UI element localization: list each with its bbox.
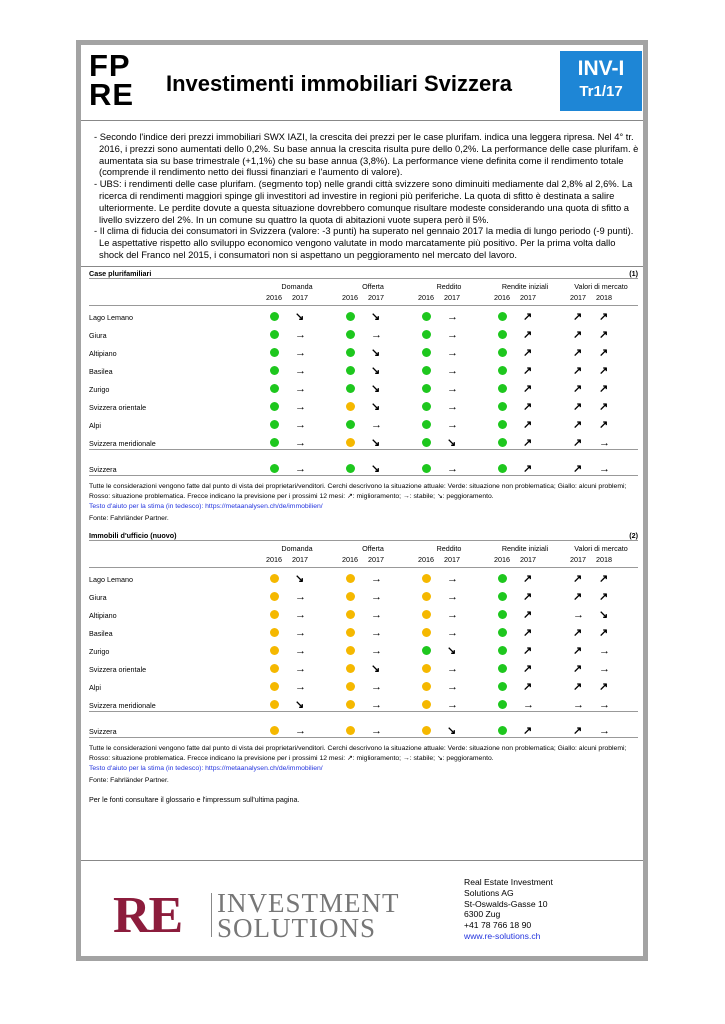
arrow-up-right-icon: ↗ (599, 329, 609, 341)
table-rule (89, 305, 638, 306)
column-group-header: Offerta (362, 544, 384, 553)
region-label: Lago Lemano (89, 313, 133, 322)
arrow-up-right-icon: ↗ (573, 401, 583, 413)
status-dot-green (498, 420, 507, 429)
footer-divider (81, 860, 643, 861)
arrow-up-right-icon: ↗ (599, 311, 609, 323)
arrow-up-right-icon: ↗ (523, 347, 533, 359)
year-header: 2017 (368, 555, 384, 564)
arrow-right-icon: → (447, 463, 458, 475)
arrow-up-right-icon: ↗ (573, 437, 583, 449)
status-dot-green (498, 610, 507, 619)
legend-note: Tutte le considerazioni vengono fatte dal punto di vista dei proprietari/venditori. Cerchi descrivono la situazione attuale: Verde: situazione non problematica; Giallo: alcuni problemi; (89, 483, 627, 490)
arrow-right-icon: → (447, 681, 458, 693)
logo-line-2: RE (89, 77, 135, 112)
logo-word-solutions: SOLUTIONS (217, 913, 377, 943)
legend-note: Tutte le considerazioni vengono fatte dal punto di vista dei proprietari/venditori. Cerchi descrivono la situazione attuale: Verde: situazione non problematica; Giallo: alcuni problemi; (89, 745, 627, 752)
arrow-up-right-icon: ↗ (599, 573, 609, 585)
year-header: 2016 (266, 293, 282, 302)
arrow-right-icon: → (295, 591, 306, 603)
arrow-right-icon: → (599, 463, 610, 475)
status-dot-yellow (346, 682, 355, 691)
arrow-right-icon: → (371, 591, 382, 603)
status-dot-green (498, 664, 507, 673)
arrow-up-right-icon: ↗ (523, 311, 533, 323)
arrow-right-icon: → (295, 645, 306, 657)
status-dot-yellow (422, 628, 431, 637)
arrow-up-right-icon: ↗ (573, 681, 583, 693)
company-address (464, 877, 553, 942)
year-header: 2016 (266, 555, 282, 564)
status-dot-green (270, 464, 279, 473)
year-header: 2017 (570, 555, 586, 564)
arrow-right-icon: → (447, 699, 458, 711)
arrow-up-right-icon: ↗ (599, 681, 609, 693)
logo-line-1: FP (89, 48, 131, 83)
table-rule (89, 278, 638, 279)
status-dot-green (422, 438, 431, 447)
status-dot-green (498, 438, 507, 447)
arrow-up-right-icon: ↗ (523, 627, 533, 639)
status-dot-green (498, 592, 507, 601)
column-group-header: Valori di mercato (574, 282, 628, 291)
region-label: Svizzera orientale (89, 403, 147, 412)
status-dot-green (498, 366, 507, 375)
arrow-up-right-icon: ↗ (573, 645, 583, 657)
status-dot-green (498, 464, 507, 473)
table-title: Case plurifamiliari (89, 269, 152, 278)
status-dot-green (422, 366, 431, 375)
status-dot-green (498, 646, 507, 655)
badge-code: INV-I (577, 57, 625, 80)
legend-note: Rosso: situazione problematica. Frecce indicano la previsione per i prossimi 12 mesi: ↗: miglioramento; →: stabile; ↘: peggioramento. (89, 755, 494, 762)
year-header: 2018 (596, 555, 612, 564)
arrow-down-right-icon: ↘ (371, 365, 381, 377)
status-dot-yellow (346, 628, 355, 637)
arrow-right-icon: → (447, 401, 458, 413)
status-dot-yellow (270, 610, 279, 619)
table-rule (89, 737, 638, 738)
status-dot-green (346, 366, 355, 375)
source-note: Fonte: Fahrländer Partner. (89, 515, 169, 522)
table-number: (2) (629, 531, 638, 540)
status-dot-green (270, 366, 279, 375)
arrow-right-icon: → (573, 699, 584, 711)
status-dot-green (498, 384, 507, 393)
arrow-right-icon: → (371, 329, 382, 341)
status-dot-yellow (346, 610, 355, 619)
status-dot-green (498, 312, 507, 321)
year-header: 2017 (444, 293, 460, 302)
arrow-down-right-icon: ↘ (371, 347, 381, 359)
arrow-right-icon: → (599, 663, 610, 675)
arrow-up-right-icon: ↗ (573, 663, 583, 675)
arrow-up-right-icon: ↗ (573, 573, 583, 585)
column-group-header: Reddito (436, 282, 462, 291)
intro-bullet: - Secondo l'indice deri prezzi immobiliari SWX IAZI, la crescita dei prezzi per le case plurifam. indica una leggera ripresa. Nel 4° tr. 2016, i prezzi sono aumentati dello 0,2%. Su base annua la crescita risulta pure dello 0,2%. La performance delle case plurifam. è aumentata sia su base trimestrale (+1,1%) che su base annua (3,8%). La performance viene definita come il rendimento totale (comprende il rendimento netto dei flussi finanziari e l'aumento di valore). (94, 131, 639, 178)
year-header: 2017 (520, 293, 536, 302)
arrow-right-icon: → (295, 401, 306, 413)
arrow-right-icon: → (295, 329, 306, 341)
status-dot-green (422, 402, 431, 411)
fpre-logo (89, 48, 149, 112)
arrow-right-icon: → (295, 437, 306, 449)
column-group-header: Reddito (436, 544, 462, 553)
status-dot-yellow (346, 438, 355, 447)
arrow-up-right-icon: ↗ (573, 627, 583, 639)
arrow-down-right-icon: ↘ (371, 663, 381, 675)
arrow-up-right-icon: ↗ (573, 725, 583, 737)
status-dot-yellow (346, 592, 355, 601)
arrow-down-right-icon: ↘ (447, 645, 457, 657)
logo-re-mark: RE (113, 887, 182, 944)
arrow-up-right-icon: ↗ (523, 663, 533, 675)
column-group-header: Domanda (281, 544, 313, 553)
status-dot-green (270, 348, 279, 357)
arrow-right-icon: → (371, 609, 382, 621)
arrow-up-right-icon: ↗ (573, 311, 583, 323)
status-dot-green (346, 312, 355, 321)
status-dot-green (346, 464, 355, 473)
year-header: 2016 (494, 555, 510, 564)
year-header: 2017 (570, 293, 586, 302)
status-dot-green (270, 438, 279, 447)
status-dot-green (498, 682, 507, 691)
status-dot-yellow (270, 646, 279, 655)
status-dot-green (422, 330, 431, 339)
region-label: Altipiano (89, 349, 117, 358)
page-frame (76, 40, 648, 961)
status-dot-green (498, 628, 507, 637)
year-header: 2017 (520, 555, 536, 564)
arrow-right-icon: → (447, 609, 458, 621)
arrow-up-right-icon: ↗ (523, 365, 533, 377)
status-dot-yellow (270, 700, 279, 709)
status-dot-yellow (346, 402, 355, 411)
arrow-up-right-icon: ↗ (599, 591, 609, 603)
status-dot-yellow (270, 664, 279, 673)
arrow-right-icon: → (295, 365, 306, 377)
arrow-up-right-icon: ↗ (573, 591, 583, 603)
intro-divider (81, 266, 643, 267)
arrow-up-right-icon: ↗ (599, 627, 609, 639)
arrow-right-icon: → (447, 311, 458, 323)
table-rule (89, 449, 638, 450)
status-dot-yellow (346, 726, 355, 735)
arrow-up-right-icon: ↗ (573, 347, 583, 359)
region-label: Zurigo (89, 385, 110, 394)
region-label: Basilea (89, 629, 113, 638)
help-text-link[interactable]: Testo d'aiuto per la stima (in tedesco): https://metaanalysen.ch/de/immobilien/ (89, 765, 323, 772)
year-header: 2016 (418, 555, 434, 564)
status-dot-green (270, 420, 279, 429)
arrow-right-icon: → (371, 627, 382, 639)
column-group-header: Domanda (281, 282, 313, 291)
re-investment-solutions-logo (113, 888, 413, 943)
closing-note: Per le fonti consultare il glossario e l'impressum sull'ultima pagina. (89, 795, 300, 804)
year-header: 2016 (494, 293, 510, 302)
arrow-down-right-icon: ↘ (371, 383, 381, 395)
report-badge (560, 51, 642, 111)
address-line: +41 78 766 18 90 (464, 920, 532, 931)
arrow-up-right-icon: ↗ (599, 365, 609, 377)
region-label: Svizzera meridionale (89, 439, 156, 448)
arrow-up-right-icon: ↗ (573, 419, 583, 431)
arrow-up-right-icon: ↗ (599, 383, 609, 395)
status-dot-yellow (422, 700, 431, 709)
region-label: Basilea (89, 367, 113, 376)
arrow-up-right-icon: ↗ (573, 365, 583, 377)
status-dot-yellow (422, 574, 431, 583)
status-dot-green (498, 402, 507, 411)
year-header: 2018 (596, 293, 612, 302)
region-label: Giura (89, 593, 107, 602)
arrow-right-icon: → (599, 699, 610, 711)
help-text-link[interactable]: Testo d'aiuto per la stima (in tedesco): https://metaanalysen.ch/de/immobilien/ (89, 503, 323, 510)
intro-bullet: - UBS: i rendimenti delle case plurifam. (segmento top) nelle grandi città svizzere sono diminuiti mediamente dal 2,8% al 2,6%. La ricerca di rendimenti maggiori spinge gli investitori ad investire in regioni più periferiche. La quota di sfitto è destinata a salire ulteriormente. Le perdite dovute a questa situazione dovrebbero comunque risultare modeste considerando una quota di sfitto a livello svizzero del 2%. In un comune su quattro la quota di abitazioni vuote supera però il 5%. (94, 178, 633, 225)
arrow-right-icon: → (371, 725, 382, 737)
intro-text (89, 131, 639, 261)
status-dot-yellow (422, 726, 431, 735)
arrow-up-right-icon: ↗ (523, 437, 533, 449)
status-dot-green (270, 330, 279, 339)
status-dot-green (422, 420, 431, 429)
column-group-header: Valori di mercato (574, 544, 628, 553)
arrow-up-right-icon: ↗ (599, 347, 609, 359)
status-dot-green (270, 402, 279, 411)
arrow-up-right-icon: ↗ (523, 401, 533, 413)
region-label: Altipiano (89, 611, 117, 620)
arrow-up-right-icon: ↗ (523, 681, 533, 693)
arrow-right-icon: → (573, 609, 584, 621)
arrow-down-right-icon: ↘ (295, 573, 305, 585)
arrow-right-icon: → (447, 329, 458, 341)
status-dot-yellow (270, 628, 279, 637)
arrow-up-right-icon: ↗ (573, 463, 583, 475)
region-label: Svizzera (89, 465, 117, 474)
status-dot-green (270, 312, 279, 321)
region-label: Svizzera (89, 727, 117, 736)
region-label: Svizzera meridionale (89, 701, 156, 710)
region-label: Lago Lemano (89, 575, 133, 584)
status-dot-green (498, 700, 507, 709)
arrow-right-icon: → (447, 573, 458, 585)
status-dot-green (422, 464, 431, 473)
logo-separator (211, 893, 212, 937)
arrow-right-icon: → (599, 725, 610, 737)
address-line: Real Estate Investment (464, 877, 553, 887)
table-title: Immobili d'ufficio (nuovo) (89, 531, 177, 540)
arrow-up-right-icon: ↗ (523, 419, 533, 431)
year-header: 2016 (342, 293, 358, 302)
arrow-right-icon: → (295, 419, 306, 431)
arrow-right-icon: → (295, 609, 306, 621)
arrow-right-icon: → (295, 627, 306, 639)
status-dot-yellow (422, 664, 431, 673)
arrow-right-icon: → (599, 437, 610, 449)
region-label: Alpi (89, 683, 101, 692)
table-rule (89, 567, 638, 568)
address-line: 6300 Zug (464, 909, 501, 920)
status-dot-yellow (270, 574, 279, 583)
year-header: 2016 (418, 293, 434, 302)
year-header: 2016 (342, 555, 358, 564)
status-dot-green (498, 726, 507, 735)
arrow-down-right-icon: ↘ (371, 311, 381, 323)
status-dot-green (346, 348, 355, 357)
arrow-up-right-icon: ↗ (573, 383, 583, 395)
arrow-right-icon: → (295, 347, 306, 359)
status-dot-green (422, 348, 431, 357)
status-dot-yellow (422, 682, 431, 691)
arrow-up-right-icon: ↗ (523, 591, 533, 603)
status-dot-yellow (346, 700, 355, 709)
arrow-right-icon: → (447, 663, 458, 675)
status-dot-green (498, 330, 507, 339)
table-rule (89, 540, 638, 541)
arrow-down-right-icon: ↘ (295, 699, 305, 711)
region-label: Alpi (89, 421, 101, 430)
status-dot-yellow (346, 574, 355, 583)
region-label: Zurigo (89, 647, 110, 656)
address-line: Solutions AG (464, 887, 514, 898)
arrow-right-icon: → (371, 681, 382, 693)
arrow-right-icon: → (447, 365, 458, 377)
year-header: 2017 (292, 293, 308, 302)
arrow-right-icon: → (447, 591, 458, 603)
address-line: St-Oswalds-Gasse 10 (464, 898, 548, 909)
arrow-up-right-icon: ↗ (523, 573, 533, 585)
arrow-up-right-icon: ↗ (523, 609, 533, 621)
arrow-right-icon: → (523, 699, 534, 711)
arrow-right-icon: → (447, 627, 458, 639)
arrow-right-icon: → (447, 383, 458, 395)
arrow-down-right-icon: ↘ (599, 609, 609, 621)
arrow-right-icon: → (295, 725, 306, 737)
arrow-down-right-icon: ↘ (371, 463, 381, 475)
status-dot-green (422, 312, 431, 321)
arrow-up-right-icon: ↗ (523, 463, 533, 475)
arrow-up-right-icon: ↗ (573, 329, 583, 341)
status-dot-yellow (346, 664, 355, 673)
arrow-up-right-icon: ↗ (523, 329, 533, 341)
year-header: 2017 (292, 555, 308, 564)
year-header: 2017 (444, 555, 460, 564)
status-dot-green (498, 348, 507, 357)
assessment-table (89, 269, 638, 522)
status-dot-green (346, 384, 355, 393)
status-dot-green (270, 384, 279, 393)
status-dot-yellow (270, 592, 279, 601)
status-dot-yellow (270, 682, 279, 691)
logo-word-investment: INVESTMENT (217, 888, 400, 918)
legend-note: Rosso: situazione problematica. Frecce indicano la previsione per i prossimi 12 mesi: ↗: miglioramento; →: stabile; ↘: peggioramento. (89, 493, 494, 500)
table-number: (1) (629, 269, 638, 278)
assessment-table (89, 531, 638, 784)
table-rule (89, 711, 638, 712)
arrow-right-icon: → (295, 663, 306, 675)
arrow-down-right-icon: ↘ (295, 311, 305, 323)
arrow-down-right-icon: ↘ (447, 437, 457, 449)
website-link[interactable]: www.re-solutions.ch (464, 930, 541, 941)
status-dot-yellow (346, 646, 355, 655)
status-dot-green (498, 574, 507, 583)
region-label: Svizzera orientale (89, 665, 147, 674)
status-dot-yellow (422, 610, 431, 619)
status-dot-green (422, 384, 431, 393)
intro-bullet: - Il clima di fiducia dei consumatori in Svizzera (valore: -3 punti) ha superato nel gennaio 2017 la media di lungo periodo (-9 punti). Le aspettative rispetto allo sviluppo economico vengono valutate in modo marcatamente più positivo. Per la prima volta dallo shock del Franco nel 2015, i consumatori non si aspettano un peggioramento nel mercato del lavoro. (94, 225, 634, 260)
badge-period: Tr1/17 (579, 83, 623, 100)
arrow-right-icon: → (371, 699, 382, 711)
arrow-up-right-icon: ↗ (599, 419, 609, 431)
arrow-right-icon: → (295, 681, 306, 693)
status-dot-green (346, 420, 355, 429)
page-title: Investimenti immobiliari Svizzera (166, 71, 513, 96)
arrow-up-right-icon: ↗ (523, 645, 533, 657)
header-divider (81, 120, 643, 121)
status-dot-green (422, 646, 431, 655)
arrow-right-icon: → (447, 419, 458, 431)
arrow-up-right-icon: ↗ (523, 383, 533, 395)
arrow-down-right-icon: ↘ (371, 437, 381, 449)
column-group-header: Rendite iniziali (501, 282, 549, 291)
status-dot-yellow (422, 592, 431, 601)
column-group-header: Rendite iniziali (501, 544, 549, 553)
column-group-header: Offerta (362, 282, 384, 291)
arrow-right-icon: → (371, 573, 382, 585)
arrow-right-icon: → (371, 419, 382, 431)
arrow-down-right-icon: ↘ (371, 401, 381, 413)
year-header: 2017 (368, 293, 384, 302)
arrow-right-icon: → (371, 645, 382, 657)
arrow-up-right-icon: ↗ (523, 725, 533, 737)
status-dot-yellow (270, 726, 279, 735)
table-rule (89, 475, 638, 476)
status-dot-green (346, 330, 355, 339)
arrow-down-right-icon: ↘ (447, 725, 457, 737)
region-label: Giura (89, 331, 107, 340)
arrow-right-icon: → (295, 383, 306, 395)
arrow-right-icon: → (599, 645, 610, 657)
source-note: Fonte: Fahrländer Partner. (89, 777, 169, 784)
arrow-up-right-icon: ↗ (599, 401, 609, 413)
arrow-right-icon: → (447, 347, 458, 359)
arrow-right-icon: → (295, 463, 306, 475)
